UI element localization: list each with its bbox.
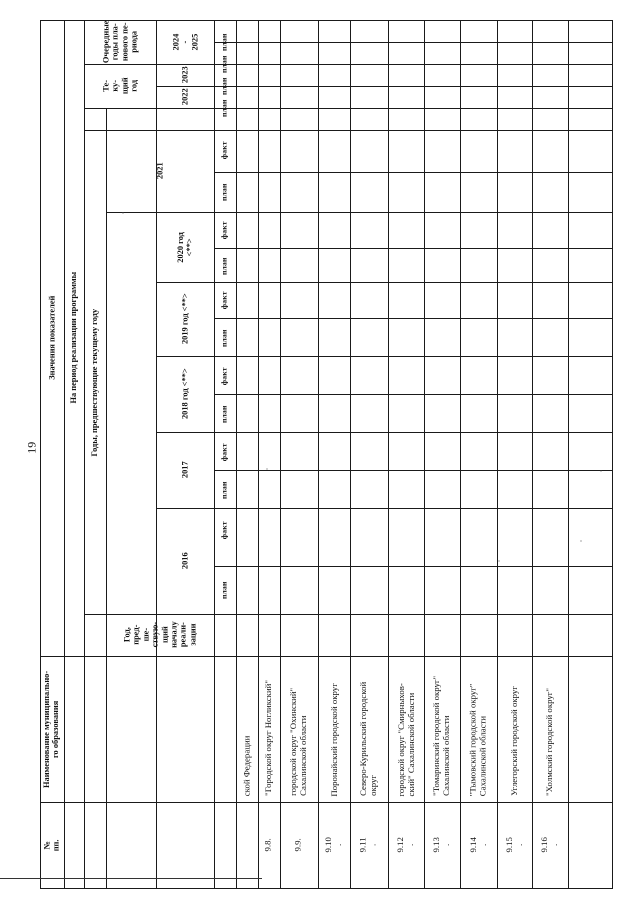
- plan-label: план: [219, 55, 229, 73]
- header-base-year: [84, 614, 236, 656]
- fact-label: факт: [219, 221, 229, 239]
- next-years-text: Очередные годы пла- нового пе- риода: [101, 20, 139, 64]
- years-before-text: Годы, предшествующие текущему году: [90, 309, 100, 457]
- plan-header: [214, 173, 236, 211]
- column-divider: [84, 108, 613, 109]
- header-period-title: [64, 20, 84, 656]
- plan-label: план: [219, 481, 229, 499]
- page-bottom-rule: [0, 878, 262, 879]
- period-title-text: На период реализации программы: [69, 272, 79, 404]
- fact-label: факт: [219, 291, 229, 309]
- header-num-col: [40, 802, 64, 888]
- column-divider: [156, 432, 613, 433]
- row-name: городской округ "Смирныхов- ский" Сахалинской области: [395, 682, 416, 796]
- row-number: 9.15 .: [503, 837, 524, 853]
- header-values-title: [40, 20, 64, 656]
- plan-fact-divider: [214, 470, 613, 471]
- row-number-cell: [497, 802, 532, 888]
- year-2018: 2018 год <**>: [180, 368, 190, 420]
- header-name-text: Наименование муниципально- го образования: [42, 670, 62, 788]
- plan-fact-divider: [214, 394, 613, 395]
- row-number: 9.10 .: [323, 837, 343, 853]
- values-title-text: Значения показателей: [47, 295, 57, 381]
- header-name-col: [40, 656, 64, 802]
- fact-header: [214, 282, 236, 318]
- row-name-cell: [258, 656, 280, 802]
- year-2019: 2019 год <**>: [180, 293, 190, 345]
- row-name: Поронайский городской округ: [328, 682, 339, 797]
- plan-header: [214, 396, 236, 432]
- row-number-cell: [318, 802, 350, 888]
- row-name-cell: [497, 656, 532, 802]
- row-divider: [568, 20, 569, 889]
- row-number-cell: [388, 802, 424, 888]
- header-years-before: [84, 152, 106, 614]
- row-name: Углегорский городской округ: [508, 686, 519, 796]
- row-name: "Тымовский городской округ" Сахалинской области: [467, 682, 488, 796]
- row-number-cell: [460, 802, 497, 888]
- plan-label: план: [219, 77, 229, 95]
- row-name: "Холмский городской округ": [543, 688, 554, 796]
- row-number: 9.12 .: [395, 837, 415, 853]
- year-2021: 2021: [155, 162, 165, 180]
- row-name-cell: [236, 656, 258, 802]
- row-name-cell: [388, 656, 424, 802]
- year-2020: 2020 год <**>: [175, 231, 194, 263]
- year-2017: 2017: [180, 461, 190, 479]
- plan-label: план: [219, 257, 229, 275]
- year-2024-2025: 2024 - 2025: [170, 33, 199, 51]
- plan-header: [214, 53, 236, 75]
- plan-label: план: [219, 99, 229, 117]
- row-name: ской Федерации: [240, 735, 251, 796]
- scan-speck: [600, 470, 602, 472]
- plan-fact-divider: [214, 318, 613, 319]
- year-2016: 2016: [180, 552, 190, 570]
- row-name-cell: [460, 656, 497, 802]
- header-num-text: № пп.: [42, 839, 61, 851]
- plan-header: [214, 320, 236, 356]
- plan-header: [214, 31, 236, 53]
- row-number-cell: [258, 802, 280, 888]
- column-divider: [156, 356, 613, 357]
- row-number: 9.13 .: [431, 837, 451, 853]
- scan-speck: [580, 540, 582, 542]
- scan-speck: [498, 560, 500, 562]
- year-2023: 2023: [180, 66, 190, 84]
- fact-header: [214, 131, 236, 169]
- plan-fact-divider: [214, 566, 613, 567]
- plan-fact-divider: [214, 248, 613, 249]
- plan-label: план: [219, 405, 229, 423]
- row-name-cell: [532, 656, 568, 802]
- plan-label: план: [219, 183, 229, 201]
- plan-header: [214, 75, 236, 97]
- current-year-text: Те- ку- щий год: [101, 77, 139, 95]
- row-name-cell: [318, 656, 350, 802]
- table-border-right: [612, 20, 613, 889]
- fact-header: [214, 434, 236, 470]
- plan-header: [214, 472, 236, 508]
- row-name: Северо-Курильский городской округ: [358, 681, 379, 796]
- plan-label: план: [219, 33, 229, 51]
- row-number: 9.16 .: [539, 837, 559, 853]
- row-number-cell: [350, 802, 388, 888]
- plan-label: план: [219, 581, 229, 599]
- row-name-cell: [424, 656, 460, 802]
- plan-fact-divider: [214, 172, 613, 173]
- table-border-bottom: [40, 888, 613, 889]
- header-current-year: [84, 64, 156, 108]
- row-number: 9.14 .: [467, 837, 488, 853]
- plan-label: план: [219, 329, 229, 347]
- row-number: 9.8.: [263, 838, 274, 852]
- row-name-cell: [280, 656, 318, 802]
- page-number-text: 19: [24, 442, 39, 454]
- row-number-cell: [532, 802, 568, 888]
- row-name: "Городской округ Ногликский": [262, 680, 273, 796]
- row-name-cell: [350, 656, 388, 802]
- fact-label: факт: [219, 443, 229, 461]
- row-divider: [64, 656, 65, 889]
- row-number-cell: [424, 802, 460, 888]
- row-name: "Томаринский городской округ" Сахалинской области: [431, 675, 451, 796]
- scan-speck: [122, 212, 124, 214]
- fact-label: факт: [219, 367, 229, 385]
- row-number-cell: [236, 802, 258, 888]
- fact-label: факт: [219, 141, 229, 159]
- header-next-years: [84, 20, 156, 64]
- scan-speck: [266, 468, 268, 470]
- plan-header: [214, 251, 236, 281]
- row-name: городской округ "Охинский" Сахалинской области: [288, 687, 308, 796]
- row-number: 9.11 .: [358, 837, 378, 853]
- fact-header: [214, 358, 236, 394]
- fact-header: [214, 215, 236, 245]
- plan-header: [214, 97, 236, 119]
- plan-header: [214, 566, 236, 614]
- row-number-cell: [280, 802, 318, 888]
- plan-fact-divider: [214, 42, 613, 43]
- base-year-text: Год, пред- ше- ствую- щий началу реали- зации: [122, 621, 198, 649]
- row-number: 9.9.: [293, 838, 304, 852]
- year-2022: 2022: [180, 88, 190, 106]
- fact-label: факт: [219, 521, 229, 539]
